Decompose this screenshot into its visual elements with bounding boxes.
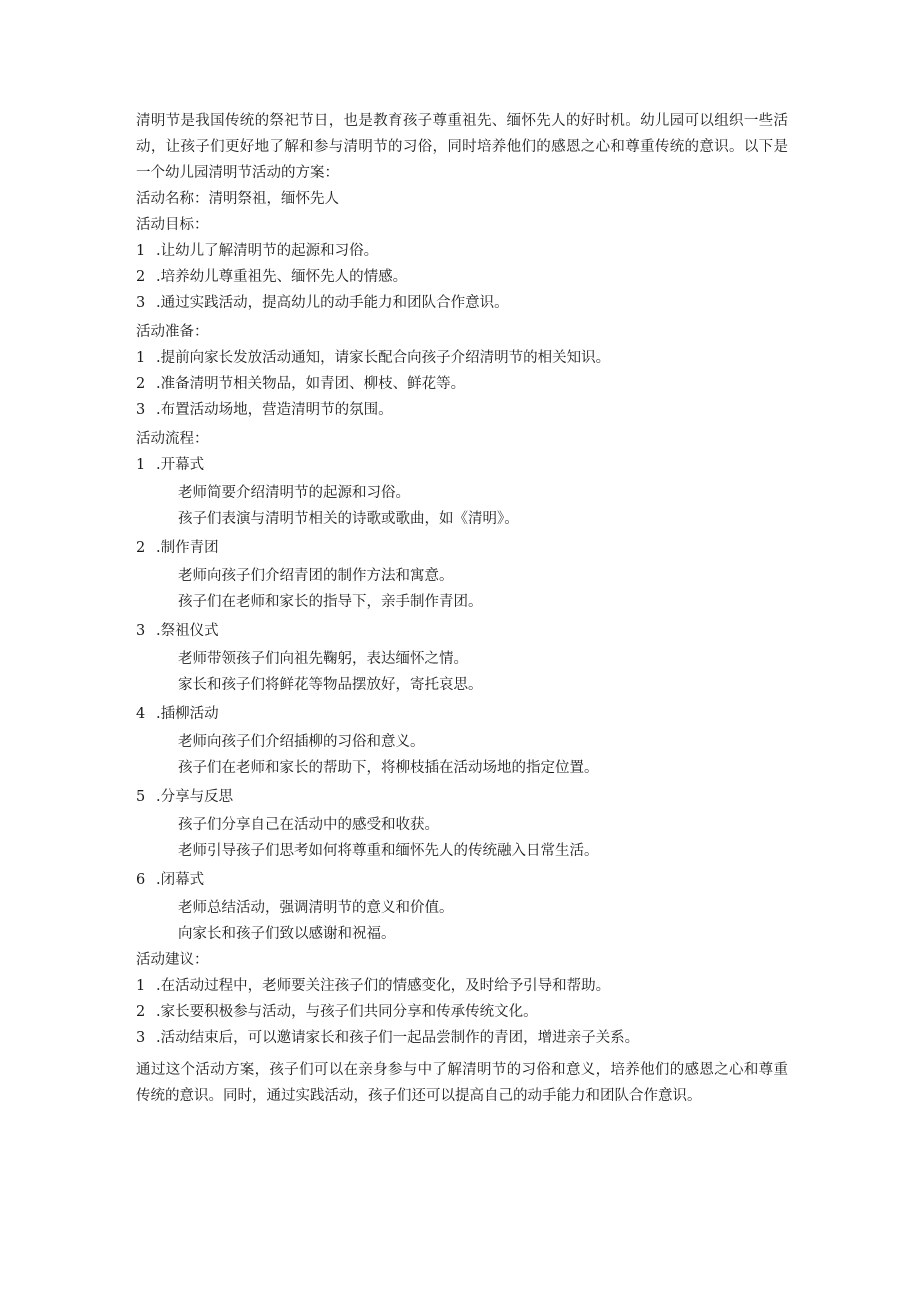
step-detail: 老师向孩子们介绍插柳的习俗和意义。	[178, 734, 425, 750]
preparation-number: 3	[136, 402, 146, 418]
step-number: 3	[136, 623, 146, 639]
step-title: .制作青团	[156, 540, 219, 556]
preparation-number: 1	[136, 350, 146, 366]
goals-heading: 活动目标：	[136, 217, 209, 233]
suggestion-item	[136, 1025, 788, 1051]
step-detail: 孩子们在老师和家长的帮助下，将柳枝插在活动场地的指定位置。	[178, 760, 599, 776]
suggestions-heading: 活动建议：	[136, 952, 209, 968]
goal-number: 1	[136, 243, 146, 259]
step-number: 4	[136, 706, 146, 722]
step-detail: 向家长和孩子们致以感谢和祝福。	[178, 926, 396, 942]
step-title: .分享与反思	[156, 789, 234, 805]
goal-number: 3	[136, 295, 146, 311]
suggestion-item	[136, 999, 788, 1025]
process-heading: 活动流程：	[136, 431, 209, 447]
preparation-item	[136, 397, 788, 423]
step-title: .祭祖仪式	[156, 623, 219, 639]
goal-item	[136, 264, 788, 290]
process-step-title	[136, 535, 788, 561]
step-detail: 老师总结活动，强调清明节的意义和价值。	[178, 900, 454, 916]
suggestion-item	[136, 973, 788, 999]
goal-number: 2	[136, 269, 146, 285]
goal-text: .让幼儿了解清明节的起源和习俗。	[156, 243, 379, 259]
step-detail: 老师简要介绍清明节的起源和习俗。	[178, 485, 410, 501]
step-detail: 老师向孩子们介绍青团的制作方法和寓意。	[178, 568, 454, 584]
activity-name: 活动名称：清明祭祖，缅怀先人	[136, 191, 339, 207]
process-step-title	[136, 784, 788, 810]
step-number: 1	[136, 457, 146, 473]
preparation-heading: 活动准备：	[136, 324, 209, 340]
process-step-title	[136, 452, 788, 478]
preparation-item	[136, 345, 788, 371]
preparation-text: .准备清明节相关物品，如青团、柳枝、鲜花等。	[156, 376, 466, 392]
goal-item	[136, 290, 788, 316]
suggestion-text: .家长要积极参与活动，与孩子们共同分享和传承传统文化。	[156, 1004, 538, 1020]
step-title: .插柳活动	[156, 706, 219, 722]
step-number: 6	[136, 872, 146, 888]
step-detail: 老师引导孩子们思考如何将尊重和缅怀先人的传统融入日常生活。	[178, 843, 599, 859]
conclusion-paragraph: 通过这个活动方案，孩子们可以在亲身参与中了解清明节的习俗和意义，培养他们的感恩之心和尊重传统的意识。同时，通过实践活动，孩子们还可以提高自己的动手能力和团队合作意识。	[136, 1062, 788, 1104]
process-step-title	[136, 618, 788, 644]
suggestion-text: .活动结束后，可以邀请家长和孩子们一起品尝制作的青团，增进亲子关系。	[156, 1030, 640, 1046]
step-detail: 孩子们在老师和家长的指导下，亲手制作青团。	[178, 594, 483, 610]
suggestion-number: 2	[136, 1004, 146, 1020]
suggestion-number: 1	[136, 978, 146, 994]
goal-text: .培养幼儿尊重祖先、缅怀先人的情感。	[156, 269, 408, 285]
step-detail: 孩子们分享自己在活动中的感受和收获。	[178, 817, 439, 833]
intro-paragraph: 清明节是我国传统的祭祀节日，也是教育孩子尊重祖先、缅怀先人的好时机。幼儿园可以组织一些活动，让孩子们更好地了解和参与清明节的习俗，同时培养他们的感恩之心和尊重传统的意识。以下是一个幼儿园清明节活动的方案：	[136, 113, 788, 181]
step-title: .开幕式	[156, 457, 205, 473]
step-detail: 家长和孩子们将鲜花等物品摆放好，寄托哀思。	[178, 677, 483, 693]
process-step-title	[136, 867, 788, 893]
goal-text: .通过实践活动，提高幼儿的动手能力和团队合作意识。	[156, 295, 509, 311]
step-number: 5	[136, 789, 146, 805]
process-step-title	[136, 701, 788, 727]
step-detail: 孩子们表演与清明节相关的诗歌或歌曲，如《清明》。	[178, 511, 519, 527]
suggestion-text: .在活动过程中，老师要关注孩子们的情感变化，及时给予引导和帮助。	[156, 978, 611, 994]
step-detail: 老师带领孩子们向祖先鞠躬，表达缅怀之情。	[178, 651, 468, 667]
suggestion-number: 3	[136, 1030, 146, 1046]
step-number: 2	[136, 540, 146, 556]
step-title: .闭幕式	[156, 872, 205, 888]
preparation-item	[136, 371, 788, 397]
preparation-text: .布置活动场地，营造清明节的氛围。	[156, 402, 393, 418]
goal-item	[136, 238, 788, 264]
document-page	[136, 108, 788, 1109]
preparation-text: .提前向家长发放活动通知，请家长配合向孩子介绍清明节的相关知识。	[156, 350, 611, 366]
preparation-number: 2	[136, 376, 146, 392]
